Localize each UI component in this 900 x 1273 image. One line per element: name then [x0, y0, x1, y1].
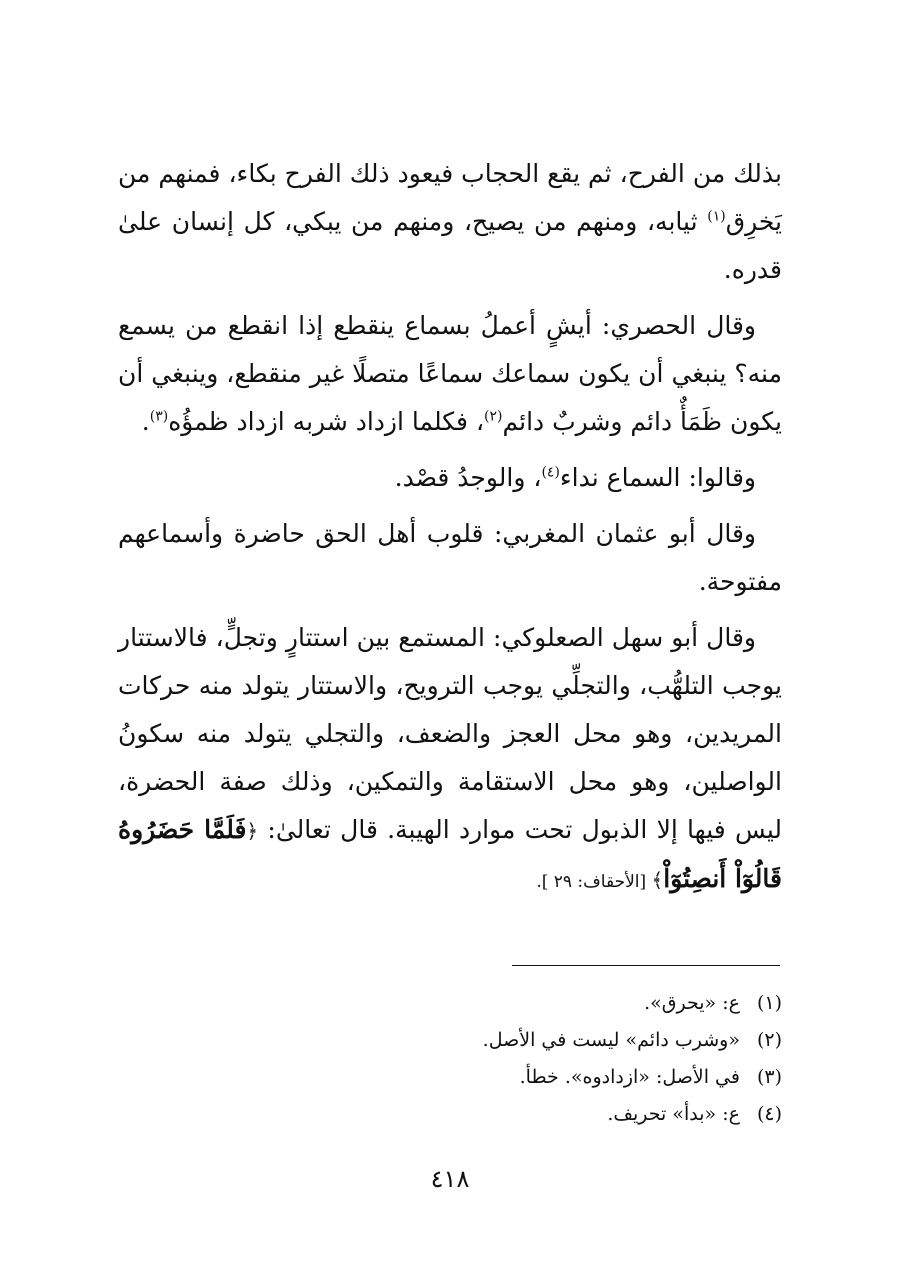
- footnote-1: [282, 985, 782, 1022]
- paragraph-1: [118, 150, 782, 294]
- footnote-text: في الأصل: «ازدادوه». خطأ.: [519, 1066, 740, 1088]
- footnote-2: [282, 1022, 782, 1059]
- footnotes: [282, 985, 782, 1133]
- quran-close-bracket: ﴾: [651, 868, 664, 892]
- footnote-ref-3[interactable]: (٣): [149, 408, 169, 425]
- footnote-text: «وشرب دائم» ليست في الأصل.: [482, 1029, 740, 1051]
- paragraph-2-text-c: .: [141, 407, 150, 436]
- footnote-number: (٢): [756, 1029, 782, 1051]
- quran-reference: [الأحقاف: ٢٩ ].: [536, 872, 652, 892]
- footnote-ref-2[interactable]: (٢): [484, 408, 503, 425]
- paragraph-2: [118, 302, 782, 446]
- paragraph-1-text-b: ثيابه، ومنهم من يصيح، ومنهم من يبكي، كل إنسان علىٰ قدره.: [118, 207, 782, 284]
- paragraph-4: [118, 510, 782, 606]
- footnote-number: (٤): [756, 1103, 782, 1125]
- paragraph-3: [118, 454, 782, 502]
- footnote-number: (٣): [756, 1066, 782, 1088]
- footnote-text: ع: «يحرق».: [644, 992, 740, 1014]
- quran-verse: فَلَمَّا حَضَرُوهُ قَالُوٓاْ أَنصِتُوٓاْ: [118, 815, 782, 893]
- footnote-4: [282, 1096, 782, 1133]
- paragraph-3-text-a: وقالوا: السماع نداء: [559, 463, 756, 492]
- paragraph-3-text-b: ، والوجدُ قصْد.: [394, 463, 542, 492]
- footnote-ref-1[interactable]: (١): [707, 208, 726, 225]
- paragraph-2-text-a: وقال الحصري: أيشٍ أعملُ بسماع ينقطع إذا انقطع من يسمع منه؟ ينبغي أن يكون سماعك سماعًا متصلًا غير منقطع، وينبغي أن يكون ظَمَأٌ دائم وشربٌ دائم: [118, 311, 782, 436]
- footnote-3: [282, 1059, 782, 1096]
- page-body: [118, 150, 782, 912]
- paragraph-5-text: وقال أبو سهل الصعلوكي: المستمع بين استتارٍ وتجلٍّ، فالاستتار يوجب التلهُّب، والتجلِّي يوجب الترويح، والاستتار يتولد منه حركات المريدين، وهو محل العجز والضعف، والتجلي يتولد منه سكونُ الواصلين، وهو محل الاستقامة والتمكين، وذلك صفة الحضرة، ليس فيها إلا الذبول تحت موارد الهيبة. قال تعالىٰ:: [118, 623, 782, 844]
- quran-open-bracket: ﴿: [246, 819, 259, 843]
- paragraph-2-text-b: ، فكلما ازداد شربه ازداد ظمؤُه: [168, 407, 485, 436]
- paragraph-1-text-a: بذلك من الفرح، ثم يقع الحجاب فيعود ذلك الفرح بكاء، فمنهم من يَخرِق: [118, 159, 782, 236]
- footnote-text: ع: «بدأ» تحريف.: [607, 1103, 740, 1125]
- page-number: ٤١٨: [430, 1165, 470, 1193]
- paragraph-4-text: وقال أبو عثمان المغربي: قلوب أهل الحق حاضرة وأسماعهم مفتوحة.: [118, 519, 782, 596]
- paragraph-5: [118, 614, 782, 906]
- footnote-ref-4[interactable]: (٤): [541, 464, 560, 481]
- footnote-number: (١): [756, 992, 782, 1014]
- footnote-separator: [512, 965, 780, 966]
